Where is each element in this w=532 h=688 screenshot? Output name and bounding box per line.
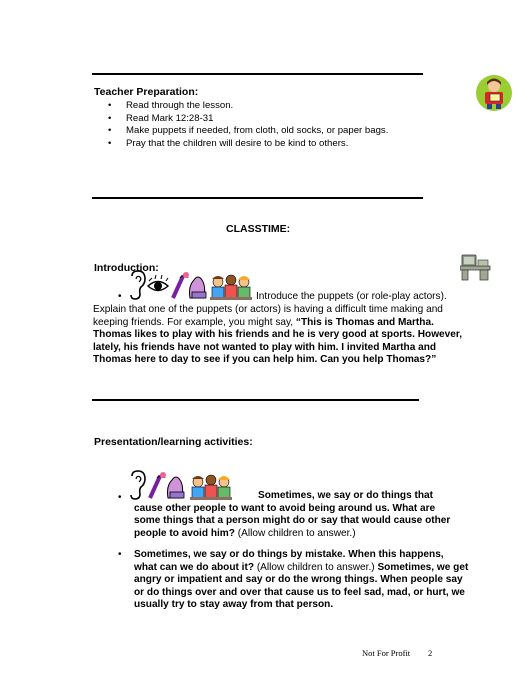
learning-style-icons bbox=[128, 270, 256, 302]
introduction-heading: Introduction: bbox=[94, 262, 159, 274]
introduction-bullet: • bbox=[118, 291, 122, 302]
crayon-icon bbox=[173, 272, 189, 298]
presentation-item-1: Sometimes, we say or do things that cause other people to want to avoid being around us. What are some things that a person might do or say that would cause other people to avoid him? (Allow children to answer.) bbox=[134, 490, 451, 539]
section-rule bbox=[92, 399, 419, 401]
introduction-line1: Introduce the puppets (or role-play actors). bbox=[256, 291, 447, 302]
teacher-prep-heading: Teacher Preparation: bbox=[94, 86, 199, 98]
presentation-heading: Presentation/learning activities: bbox=[94, 436, 253, 448]
top-rule bbox=[92, 73, 423, 75]
teacher-prep-list bbox=[104, 100, 434, 150]
list-item: • Make puppets if needed, from cloth, old socks, or paper bags. bbox=[108, 125, 389, 137]
reading-child-icon bbox=[474, 73, 514, 113]
section-rule bbox=[92, 197, 423, 199]
footer-label: Not For Profit bbox=[362, 648, 411, 658]
presentation-bullet-2: • bbox=[118, 549, 122, 560]
classtime-heading: CLASSTIME: bbox=[226, 223, 291, 235]
introduction-paragraph: Explain that one of the puppets (or actors) is having a difficult time making and keeping friends. For example, you might say, “This is Thomas and Martha. Thomas likes to play with his friends and he is very good at sports. However, lately, his friends have not wanted to play with him. I invited Martha and Thomas here to day to see if you can help him. Can you help Thomas?” bbox=[93, 304, 463, 366]
ear-icon bbox=[131, 271, 145, 299]
desk-computer-icon bbox=[460, 252, 492, 282]
list-item: • Pray that the children will desire to be kind to others. bbox=[108, 137, 349, 149]
presentation-bullet-1: • bbox=[118, 492, 122, 503]
list-item: • Read Mark 12:28-31 bbox=[108, 112, 214, 124]
puppet-icon bbox=[190, 277, 207, 298]
page-number: 2 bbox=[428, 648, 433, 658]
presentation-item-2: Sometimes, we say or do things by mistake. When this happens, what can we do about it? (Allow children to answer.) Sometimes, we get angry or impatient and say or do the wrong things. When people say or do things over and over that cause us to feel sad, mad, or hurt, we usually try to stay away from that person. bbox=[134, 549, 469, 611]
list-item: • Read through the lesson. bbox=[108, 100, 234, 111]
children-group-icon bbox=[210, 275, 252, 300]
eye-icon bbox=[148, 275, 168, 291]
